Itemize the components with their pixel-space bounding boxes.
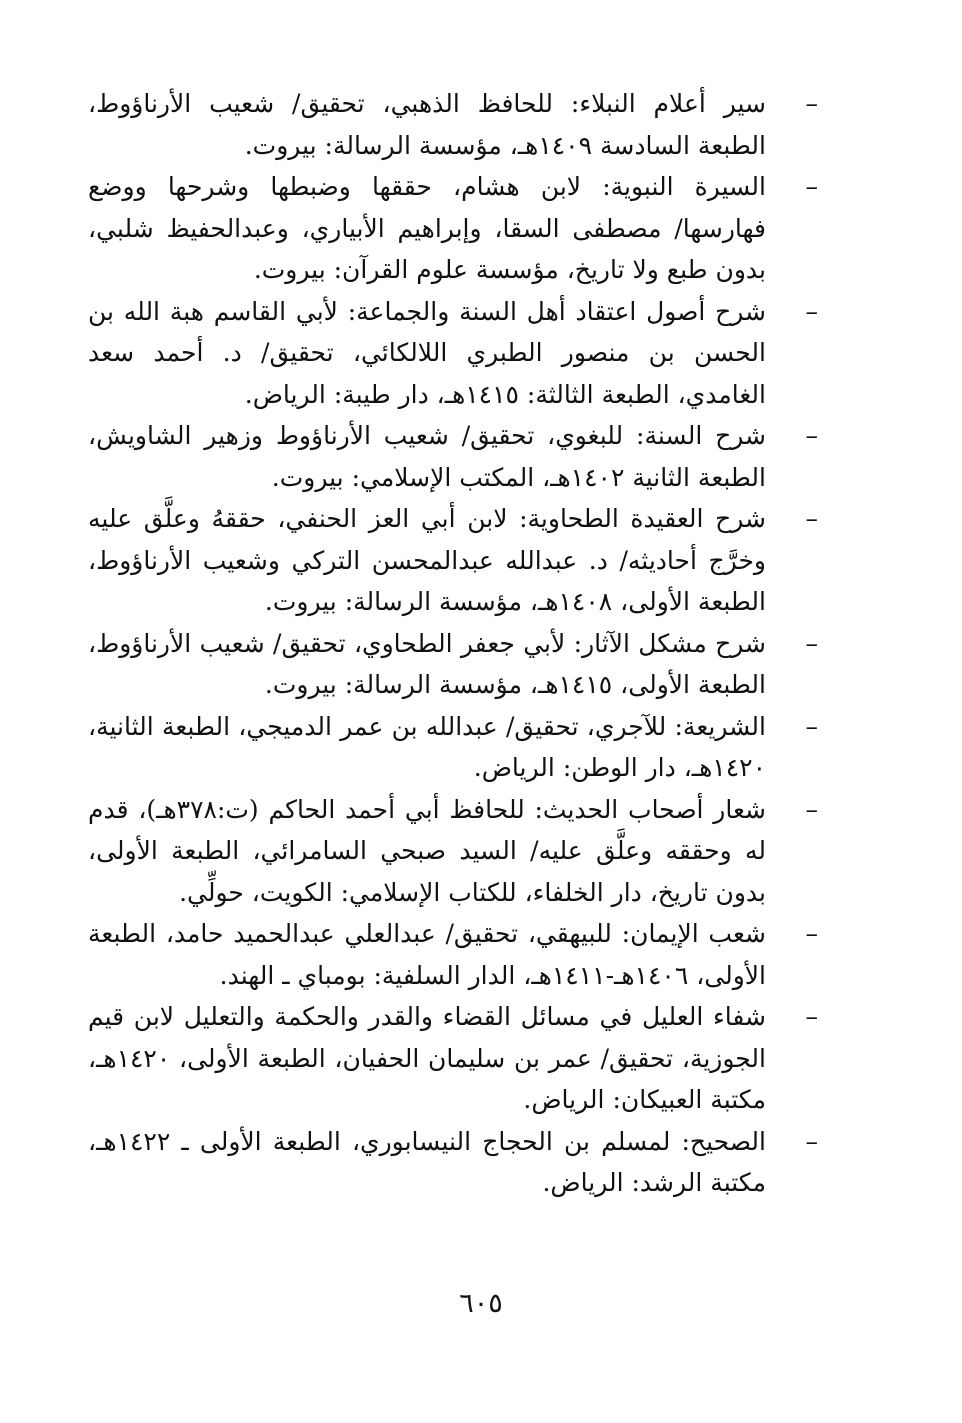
entry-text: الصحيح: لمسلم بن الحجاج النيسابوري، الطبعة الأولى ـ ١٤٢٢هـ، مكتبة الرشد: الرياض. [88,1126,766,1197]
bibliography-entry [88,706,818,789]
entry-text: الشريعة: للآجري، تحقيق/ عبدالله بن عمر الدميجي، الطبعة الثانية، ١٤٢٠هـ، دار الوطن: الرياض. [88,711,766,782]
bibliography-entry [88,1121,818,1204]
bibliography-entry [88,996,818,1121]
entry-dash: – [805,421,818,450]
bibliography-entry [88,913,818,996]
entry-text: شرح مشكل الآثار: لأبي جعفر الطحاوي، تحقيق/ شعيب الأرناؤوط، الطبعة الأولى، ١٤١٥هـ، مؤسسة الرسالة: بيروت. [88,628,766,699]
entry-text: شرح السنة: للبغوي، تحقيق/ شعيب الأرناؤوط وزهير الشاويش، الطبعة الثانية ١٤٠٢هـ، المكتب الإسلامي: بيروت. [88,421,766,492]
entry-dash: – [805,1002,818,1031]
entry-dash: – [805,919,818,948]
entry-dash: – [805,711,818,741]
bibliography-entry [88,83,818,166]
entry-text: السيرة النبوية: لابن هشام، حققها وضبطها وشرحها ووضع فهارسها/ مصطفى السقا، وإبراهيم الأبياري، وعبدالحفيظ شلبي، بدون طبع ولا تاريخ، مؤسسة علوم القرآن: بيروت. [88,172,766,284]
bibliography-entry [88,498,818,623]
entry-dash: – [805,89,818,118]
entry-dash: – [805,296,818,326]
entry-text: شرح العقيدة الطحاوية: لابن أبي العز الحنفي، حققهُ وعلَّق عليه وخرَّج أحاديثه/ د. عبدالله عبدالمحسن التركي وشعيب الأرناؤوط، الطبعة الأولى، ١٤٠٨هـ، مؤسسة الرسالة: بيروت. [88,504,766,616]
entry-dash: – [805,172,818,201]
entry-dash: – [805,794,818,824]
bibliography-entry [88,789,818,914]
entry-text: شفاء العليل في مسائل القضاء والقدر والحكمة والتعليل لابن قيم الجوزية، تحقيق/ عمر بن سليمان الحفيان، الطبعة الأولى، ١٤٢٠هـ، مكتبة العبيكان: الرياض. [88,1002,766,1114]
entry-text: شعب الإيمان: للبيهقي، تحقيق/ عبدالعلي عبدالحميد حامد، الطبعة الأولى، ١٤٠٦هـ-١٤١١هـ، الدار السلفية: بومباي ـ الهند. [88,919,766,990]
bibliography-entry [88,623,818,706]
entry-text: شرح أصول اعتقاد أهل السنة والجماعة: لأبي القاسم هبة الله بن الحسن بن منصور الطبري اللالكائي، تحقيق/ د. أحمد سعد الغامدي، الطبعة الثالثة: ١٤١٥هـ، دار طيبة: الرياض. [88,296,766,409]
bibliography-list [88,83,818,1204]
bibliography-entry [88,166,818,291]
entry-dash: – [805,628,818,658]
bibliography-entry [88,415,818,498]
entry-text: شعار أصحاب الحديث: للحافظ أبي أحمد الحاكم (ت:٣٧٨هـ)، قدم له وحققه وعلَّق عليه/ السيد صبحي السامرائي، الطبعة الأولى، بدون تاريخ، دار الخلفاء، للكتاب الإسلامي: الكويت، حولِّي. [88,794,766,907]
bibliography-entry [88,291,818,416]
page-number: ٦٠٥ [459,1288,503,1319]
entry-dash: – [805,1126,818,1156]
entry-dash: – [805,504,818,533]
entry-text: سير أعلام النبلاء: للحافظ الذهبي، تحقيق/ شعيب الأرناؤوط، الطبعة السادسة ١٤٠٩هـ، مؤسسة الرسالة: بيروت. [88,89,766,160]
